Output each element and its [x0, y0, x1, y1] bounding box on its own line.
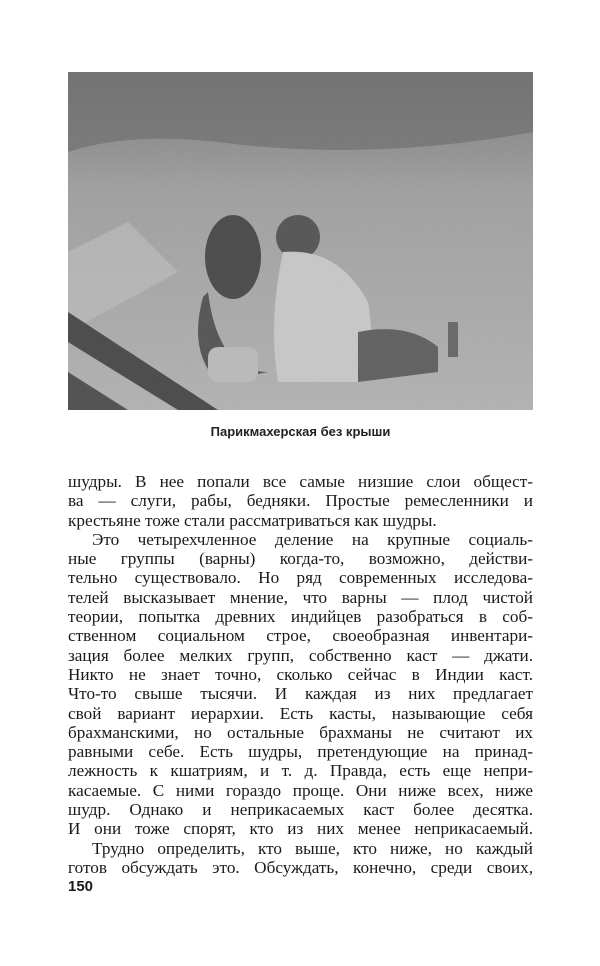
page-number: 150 — [68, 878, 94, 895]
text-line: телей высказывает мнение, что варны — плод чистой — [68, 587, 533, 607]
text-line: крестьяне тоже стали рассматриваться как шудры. — [68, 510, 437, 530]
photo-barbershop — [68, 72, 533, 410]
text-line: Это четырехчленное деление на крупные социаль- — [92, 529, 533, 549]
text-line: зация более мелких групп, собственно каст — джати. — [68, 645, 533, 665]
text-line: Что-то свыше тысячи. И каждая из них предлагает — [68, 684, 533, 704]
text-line: шудр. Однако и неприкасаемых каст более десятка. — [68, 800, 533, 820]
text-line: шудры. В нее попали все самые низшие слои общест- — [68, 472, 533, 491]
text-line: Никто не знает точно, сколько сейчас в Индии каст. — [68, 664, 533, 684]
text-line: ва — слуги, рабы, бедняки. Простые ремесленники и — [68, 491, 533, 511]
text-line: брахманскими, но остальные брахманы не считают их — [68, 722, 533, 742]
text-line: тельно существовало. Но ряд современных исследова- — [68, 568, 533, 588]
text-line: Трудно определить, кто выше, кто ниже, но каждый — [92, 838, 533, 858]
text-line: теории, попытка древних индийцев разобраться в соб- — [68, 607, 533, 627]
body-text — [68, 472, 533, 877]
text-line: И они тоже спорят, кто из них менее неприкасаемый. — [68, 819, 533, 839]
text-line: свой вариант иерархии. Есть касты, называющие себя — [68, 703, 533, 723]
text-line: ственном социальном строе, своеобразная инвентари- — [68, 626, 533, 646]
text-line: ные группы (варны) когда-то, возможно, действи- — [68, 549, 533, 569]
figure-caption: Парикмахерская без крыши — [210, 424, 391, 439]
text-line: лежность к кшатриям, и т. д. Правда, есть еще непри- — [68, 761, 533, 781]
text-line: равными себе. Есть шудры, претендующие на принад- — [68, 742, 533, 762]
text-line: касаемые. С ними гораздо проще. Они ниже всех, ниже — [68, 780, 533, 800]
text-line: готов обсуждать это. Обсуждать, конечно, среди своих, — [68, 857, 533, 877]
